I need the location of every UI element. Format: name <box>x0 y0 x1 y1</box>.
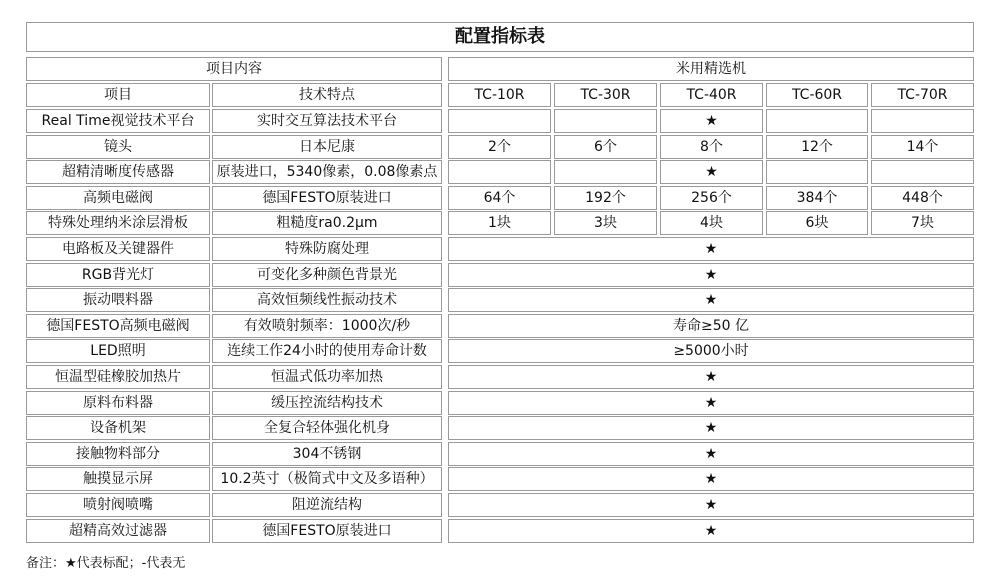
column-header-feature: 技术特点 <box>212 83 442 107</box>
row-value <box>766 160 868 184</box>
row-feature: 304不锈钢 <box>212 442 442 466</box>
row-value-merged: ★ <box>448 416 974 440</box>
column-header-item: 项目 <box>26 83 210 107</box>
row-value: 3块 <box>554 211 657 235</box>
row-item: 恒温型硅橡胶加热片 <box>26 365 210 389</box>
column-header-model: TC-10R <box>448 83 551 107</box>
row-value <box>554 160 657 184</box>
row-value <box>871 109 974 133</box>
column-header-model: TC-30R <box>554 83 657 107</box>
row-value: 384个 <box>766 186 868 210</box>
row-item: Real Time视觉技术平台 <box>26 109 210 133</box>
row-value-merged: ★ <box>448 237 974 261</box>
row-feature: 阻逆流结构 <box>212 493 442 517</box>
row-value-merged: ≥5000小时 <box>448 339 974 363</box>
row-feature: 日本尼康 <box>212 135 442 159</box>
row-value-merged: ★ <box>448 288 974 312</box>
row-feature: 德国FESTO原装进口 <box>212 186 442 210</box>
row-item: 电路板及关键器件 <box>26 237 210 261</box>
row-value: 7块 <box>871 211 974 235</box>
group-header-left: 项目内容 <box>26 57 442 81</box>
row-feature: 恒温式低功率加热 <box>212 365 442 389</box>
column-header-model: TC-70R <box>871 83 974 107</box>
row-feature: 实时交互算法技术平台 <box>212 109 442 133</box>
row-value: 12个 <box>766 135 868 159</box>
row-value: 1块 <box>448 211 551 235</box>
row-value-merged: ★ <box>448 365 974 389</box>
row-item: 喷射阀喷嘴 <box>26 493 210 517</box>
row-item: 高频电磁阀 <box>26 186 210 210</box>
row-item: 特殊处理纳米涂层滑板 <box>26 211 210 235</box>
row-item: 振动喂料器 <box>26 288 210 312</box>
row-item: 接触物料部分 <box>26 442 210 466</box>
row-item: 触摸显示屏 <box>26 467 210 491</box>
row-value: 64个 <box>448 186 551 210</box>
row-feature: 特殊防腐处理 <box>212 237 442 261</box>
group-header-right: 米用精选机 <box>448 57 974 81</box>
row-value-merged: ★ <box>448 391 974 415</box>
row-item: 超精高效过滤器 <box>26 519 210 543</box>
row-value: 6块 <box>766 211 868 235</box>
row-feature: 有效喷射频率：1000次/秒 <box>212 314 442 338</box>
row-item: LED照明 <box>26 339 210 363</box>
row-value: 2个 <box>448 135 551 159</box>
row-value: 192个 <box>554 186 657 210</box>
row-value-merged: ★ <box>448 519 974 543</box>
row-value-merged: ★ <box>448 467 974 491</box>
row-value-merged: ★ <box>448 263 974 287</box>
row-feature: 高效恒频线性振动技术 <box>212 288 442 312</box>
row-value <box>766 109 868 133</box>
row-item: 原料布料器 <box>26 391 210 415</box>
row-value: 6个 <box>554 135 657 159</box>
table-title: 配置指标表 <box>26 22 974 52</box>
row-value: 8个 <box>660 135 763 159</box>
row-value <box>448 160 551 184</box>
row-item: 镜头 <box>26 135 210 159</box>
row-item: 超精清晰度传感器 <box>26 160 210 184</box>
row-value <box>448 109 551 133</box>
row-feature: 可变化多种颜色背景光 <box>212 263 442 287</box>
row-value-merged: ★ <box>448 493 974 517</box>
row-value: 448个 <box>871 186 974 210</box>
row-feature: 原装进口，5340像素，0.08像素点 <box>212 160 442 184</box>
row-value: ★ <box>660 160 763 184</box>
row-value: 4块 <box>660 211 763 235</box>
row-feature: 粗糙度ra0.2μm <box>212 211 442 235</box>
row-item: 德国FESTO高频电磁阀 <box>26 314 210 338</box>
row-feature: 连续工作24小时的使用寿命计数 <box>212 339 442 363</box>
row-feature: 全复合轻体强化机身 <box>212 416 442 440</box>
row-value: 14个 <box>871 135 974 159</box>
row-item: 设备机架 <box>26 416 210 440</box>
row-feature: 缓压控流结构技术 <box>212 391 442 415</box>
row-feature: 德国FESTO原装进口 <box>212 519 442 543</box>
column-header-model: TC-40R <box>660 83 763 107</box>
row-value <box>554 109 657 133</box>
row-feature: 10.2英寸（极简式中文及多语种） <box>212 467 442 491</box>
column-header-model: TC-60R <box>766 83 868 107</box>
row-value-merged: 寿命≥50 亿 <box>448 314 974 338</box>
row-value: ★ <box>660 109 763 133</box>
row-value-merged: ★ <box>448 442 974 466</box>
row-value: 256个 <box>660 186 763 210</box>
row-value <box>871 160 974 184</box>
row-item: RGB背光灯 <box>26 263 210 287</box>
footnote: 备注：★代表标配；-代表无 <box>26 556 186 571</box>
